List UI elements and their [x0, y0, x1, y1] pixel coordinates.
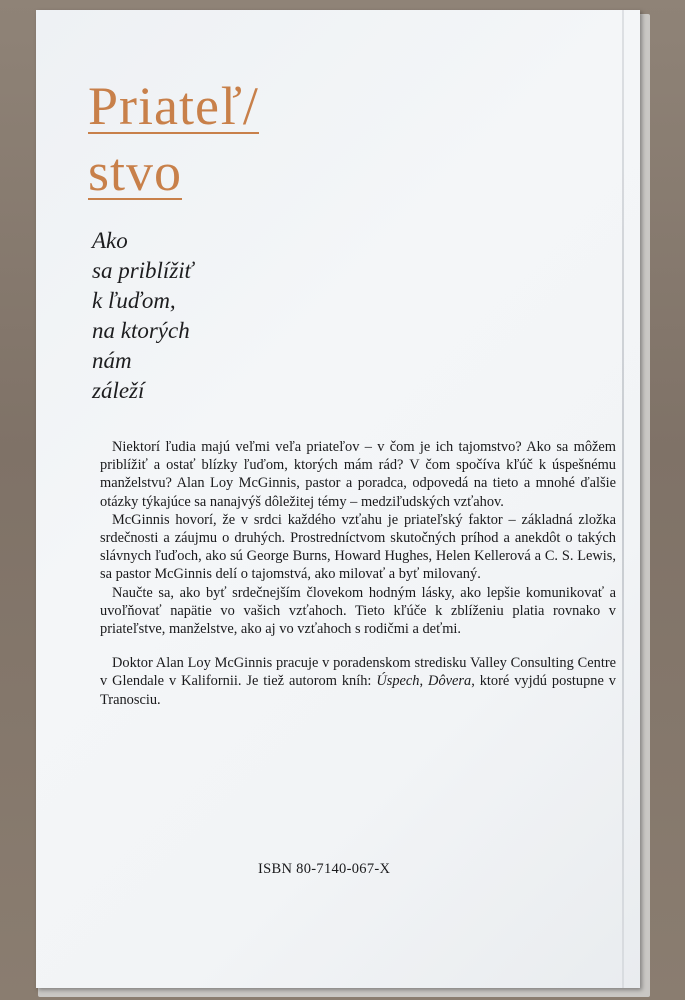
- author-bio: [100, 654, 616, 709]
- book-back-cover: [36, 10, 640, 988]
- subtitle-line: sa priblížiť: [92, 258, 194, 283]
- cover-fold-line: [622, 10, 624, 988]
- bio-suffix: , ktoré vyjdú postupne v Tranosciu.: [100, 673, 617, 708]
- subtitle-line: nám: [92, 348, 132, 373]
- book-subtitle: [92, 226, 193, 406]
- bio-separator: ,: [419, 673, 429, 690]
- blurb-paragraph: Niektorí ľudia majú veľmi veľa priateľov – v čom je ich tajomstvo? Ako sa môžem priblížiť a ostať blízky ľuďom, ktorých mám rád? V čom spočíva kľúč k úspešnému manželstvu? Alan Loy McGinnis, pastor a poradca, odpovedá na tieto a mnohé ďalšie otázky týkajúce sa nanajvýš dôležitej témy – medziľudských vzťahov.: [100, 439, 616, 510]
- book-title: [88, 78, 259, 200]
- title-line-2-text: stvo: [88, 142, 183, 202]
- isbn-number: ISBN 80-7140-067-X: [258, 861, 391, 877]
- title-line-1-text: Priateľ/: [88, 76, 259, 136]
- subtitle-line: záleží: [92, 378, 145, 403]
- subtitle-line: na ktorých: [92, 318, 190, 343]
- subtitle-line: k ľuďom,: [92, 288, 176, 313]
- blurb-paragraph: McGinnis hovorí, že v srdci každého vzťahu je priateľský faktor – základná zložka srdečnosti a záujmu o druhých. Prostredníctvom skutočných príhod a anekdôt o takých slávnych ľuďoch, ako sú George Burns, Howard Hughes, Helen Kellerová a C. S. Lewis, sa pastor McGinnis delí o tajomstvá, ako milovať a byť milovaný.: [100, 511, 616, 583]
- subtitle-line: Ako: [92, 228, 128, 253]
- bio-book-title: Úspech: [376, 673, 420, 690]
- blurb-text: [100, 438, 616, 709]
- bio-prefix: Doktor Alan Loy McGinnis pracuje v poradenskom stredisku Valley Consulting Centre v Glendale v Kalifornii. Je tiež autorom kníh:: [100, 655, 616, 690]
- bio-book-title: Dôvera: [428, 673, 472, 690]
- title-line-2: [88, 144, 259, 200]
- blurb-paragraph: Naučte sa, ako byť srdečnejším človekom hodným lásky, ako lepšie komunikovať a uvoľňovať napätie vo vašich vzťahoch. Tieto kľúče k zblíženiu platia rovnako v priateľstve, manželstve, ako aj vo vzťahoch s rodičmi a deťmi.: [100, 584, 616, 638]
- title-line-1: [88, 78, 259, 134]
